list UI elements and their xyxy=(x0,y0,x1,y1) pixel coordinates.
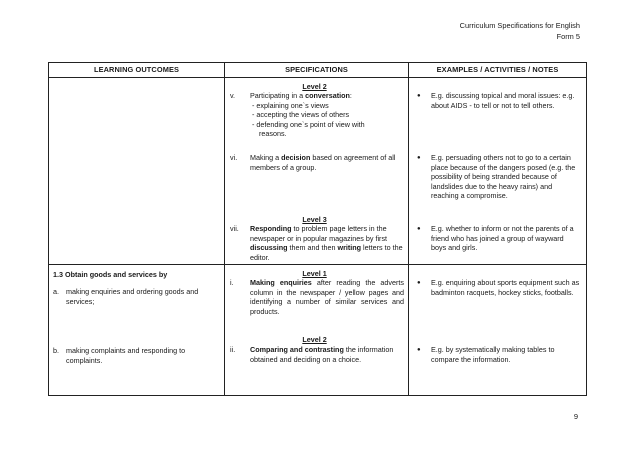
column-header-specifications: SPECIFICATIONS xyxy=(225,63,409,78)
spec-number-v: v. xyxy=(230,91,236,100)
bullet-icon: ● xyxy=(417,347,421,353)
example-v: E.g. discussing topical and moral issues: e.g. about AIDS - to tell or not to tell others. xyxy=(431,91,575,110)
bullet-icon: ● xyxy=(417,226,421,232)
curriculum-title: Curriculum Specifications for English xyxy=(459,21,580,30)
sub-point: - defending one`s point of view with xyxy=(252,119,365,129)
bullet-icon: ● xyxy=(417,93,421,99)
spec-ii-text: the information obtained and deciding on a choice. xyxy=(250,345,394,364)
level-1-heading: Level 1 xyxy=(302,269,327,278)
spec-v-keyword: conversation xyxy=(305,91,350,100)
spec-item-vii xyxy=(250,224,404,262)
specifications-table xyxy=(48,62,587,396)
sub-point: - accepting the views of others xyxy=(252,110,350,120)
examples-cell xyxy=(409,78,587,265)
specifications-cell xyxy=(225,78,409,265)
spec-vi-keyword: decision xyxy=(281,153,311,162)
bullet-icon: ● xyxy=(417,280,421,286)
spec-vii-text-end: letters to the editor. xyxy=(250,243,403,262)
table-row xyxy=(49,265,587,396)
level-3-heading: Level 3 xyxy=(302,215,327,224)
table-header-row xyxy=(49,63,587,78)
outcome-text-a: making enquiries and ordering goods and services; xyxy=(66,287,199,306)
example-ii: E.g. by systematically making tables to compare the information. xyxy=(431,345,555,364)
level-2-heading: Level 2 xyxy=(302,82,327,91)
page-header xyxy=(460,20,580,42)
bullet-icon: ● xyxy=(417,155,421,161)
spec-vi-text-end: based on agreement of all members of a group. xyxy=(250,153,396,172)
spec-item-vi xyxy=(250,153,404,172)
examples-cell xyxy=(409,265,587,396)
spec-v-text: Participating in a xyxy=(250,91,306,100)
outcome-letter-a: a. xyxy=(53,287,59,296)
spec-number-ii: ii. xyxy=(230,345,236,354)
page-number: 9 xyxy=(573,412,578,421)
spec-vii-keyword-responding: Responding xyxy=(250,224,292,233)
spec-item-i xyxy=(250,278,404,316)
spec-item-ii xyxy=(250,345,404,364)
outcome-text-b: making complaints and responding to complaints. xyxy=(66,346,186,365)
column-header-learning-outcomes: LEARNING OUTCOMES xyxy=(49,63,225,78)
spec-number-vii: vii. xyxy=(230,224,239,233)
spec-number-i: i. xyxy=(230,278,234,287)
form-label: Form 5 xyxy=(556,32,580,41)
level-2-heading: Level 2 xyxy=(302,335,327,344)
spec-vii-text-2: them and then xyxy=(287,243,338,253)
spec-vii-keyword-discussing: discussing xyxy=(250,243,288,253)
spec-vii-text: to problem page letters in the newspaper or in popular magazines by first xyxy=(250,224,388,243)
spec-i-keyword: Making enquiries xyxy=(250,278,312,287)
learning-outcome-title: 1.3 Obtain goods and services by xyxy=(53,270,168,279)
spec-vi-text: Making a xyxy=(250,153,282,162)
sub-point: - explaining one`s views xyxy=(252,100,329,110)
specifications-cell xyxy=(225,265,409,396)
learning-outcomes-cell xyxy=(49,265,225,396)
spec-item-v xyxy=(250,91,404,139)
outcome-letter-b: b. xyxy=(53,346,59,355)
spec-vii-keyword-writing: writing xyxy=(337,243,362,253)
example-vii: E.g. whether to inform or not the parents of a friend who has joined a group of wayward boys and girls. xyxy=(431,224,574,253)
spec-number-vi: vi. xyxy=(230,153,238,162)
spec-i-text: after reading the adverts column in the newspaper / yellow pages and identifying a number of similar services and products. xyxy=(250,278,404,316)
spec-ii-keyword: Comparing and contrasting xyxy=(250,345,344,354)
learning-outcomes-cell xyxy=(49,78,225,265)
sub-point: reasons. xyxy=(259,129,287,139)
spec-v-colon: : xyxy=(349,91,352,100)
table-row xyxy=(49,78,587,265)
column-header-examples: EXAMPLES / ACTIVITIES / NOTES xyxy=(409,63,587,78)
example-i: E.g. enquiring about sports equipment such as badminton racquets, hockey sticks, footballs. xyxy=(431,278,580,297)
example-vi: E.g. persuading others not to go to a certain place because of the dangers posed (e.g. the possibility of being stranded because of landslides due to the heavy rains) and reaching a compromise. xyxy=(431,153,576,201)
